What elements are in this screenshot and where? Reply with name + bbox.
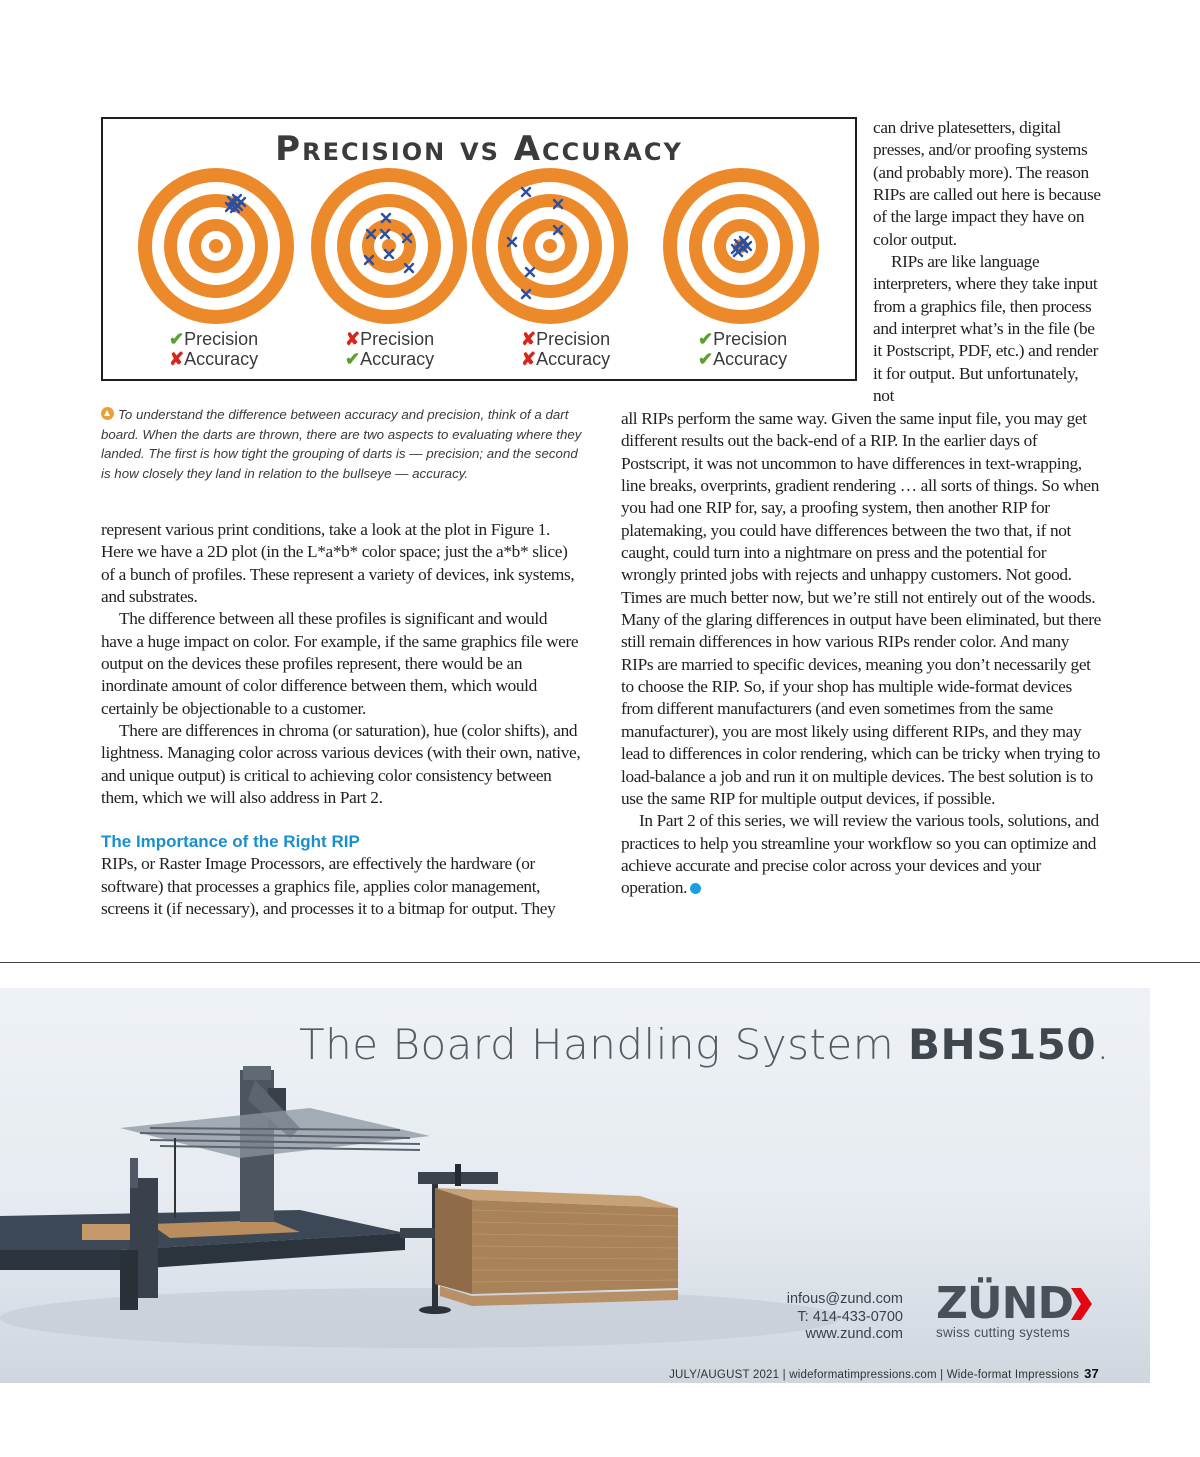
paragraph: RIPs, or Raster Image Processors, are effectively the hardware (or software) that processes a graphics file, applies color management, screens it (if necessary), and processes it to a bitmap for output. They bbox=[101, 854, 556, 919]
accuracy-label: Accuracy bbox=[360, 349, 435, 369]
product-name: BHS150 bbox=[908, 1020, 1097, 1069]
logo-wordmark: ZÜND bbox=[936, 1278, 1073, 1329]
ad-contact-block bbox=[740, 1291, 903, 1344]
footer-text: JULY/AUGUST 2021 | wideformatimpressions.com | Wide-format Impressions bbox=[669, 1369, 1080, 1381]
cross-icon: ✘ bbox=[169, 349, 185, 369]
page-footer bbox=[669, 1366, 1099, 1381]
left-column bbox=[101, 519, 581, 921]
contact-email[interactable]: infous@zund.com bbox=[786, 1291, 903, 1307]
paragraph: The difference between all these profiles is significant and would have a huge impact on color. For example, if the same graphics file were output on the devices these profiles represent, there would be an inordinate amount of color difference between them, which would certainly be objectionable to a customer. bbox=[101, 609, 579, 718]
caption-text: To understand the difference between accuracy and precision, think of a dart board. When the darts are thrown, there are two aspects to evaluating where they landed. The first is how tight the grouping of darts is — precision; and the second is how closely they land in relation to the bullseye — accuracy. bbox=[101, 407, 582, 481]
check-icon: ✔ bbox=[169, 329, 185, 349]
target-3 bbox=[472, 168, 628, 324]
figure-caption bbox=[101, 405, 591, 483]
legend-1 bbox=[169, 329, 299, 369]
right-column-top bbox=[873, 117, 1103, 407]
paragraph: all RIPs perform the same way. Given the same input file, you may get different results out the back-end of a RIP. In the earlier days of Postscript, it was not uncommon to have differences in text-wrapping, line breaks, overprints, gradient rendering … all sorts of things. So when you had one RIP for, say, a proofing system, then another RIP for platemaking, you could have differences between the two that, if not caught, could turn into a nightmare on press and the potential for wrongly printed jobs with rejects and unhappy customers. Not good. Times are much better now, but we’re still not entirely out of the woods. Many of the glaring differences in output have been eliminated, but there still remain differences in how various RIPs render color. And many RIPs are married to specific devices, meaning you don’t necessarily get to choose the RIP. So, if your shop has multiple wide-format devices from different manufacturers (and even sometimes from the same manufacturer), you are most likely using different RIPs, and they may lead to differences in color rendering, which can be tricky when trying to load-balance a job and run it on multiple devices. The best solution is to use the same RIP for multiple output devices, if possible. bbox=[621, 409, 1101, 808]
accuracy-label: Accuracy bbox=[184, 349, 259, 369]
check-icon: ✔ bbox=[698, 329, 714, 349]
paragraph: There are differences in chroma (or saturation), hue (color shifts), and lightness. Managing color across various devices (with their own, native, and unique output) is critical to achieving color consistency between them, which we will also address in Part 2. bbox=[101, 721, 581, 808]
accuracy-label: Accuracy bbox=[536, 349, 611, 369]
check-icon: ✔ bbox=[345, 349, 361, 369]
legend-2 bbox=[345, 329, 475, 369]
precision-label: Precision bbox=[713, 329, 788, 349]
contact-phone: T: 414-433-0700 bbox=[797, 1308, 903, 1325]
headline-text: The Board Handling System bbox=[299, 1020, 909, 1069]
target-4 bbox=[663, 168, 819, 324]
paragraph: RIPs are like language interpreters, where they take input from a graphics file, then process and interpret what’s in the file (be it Postscript, PDF, etc.) and render it for output. But unfortunately, not bbox=[873, 252, 1099, 406]
end-mark-icon bbox=[690, 883, 701, 894]
caption-triangle-icon bbox=[101, 407, 114, 420]
ad-divider bbox=[0, 962, 1200, 963]
precision-label: Precision bbox=[184, 329, 259, 349]
precision-accuracy-figure bbox=[101, 117, 857, 381]
target-2 bbox=[311, 168, 467, 324]
contact-website[interactable]: www.zund.com bbox=[805, 1326, 903, 1342]
paragraph-text: In Part 2 of this series, we will review the various tools, solutions, and practices to help you streamline your workflow so you can optimize and achieve accurate and precise color across your devices and your operation. bbox=[621, 811, 1099, 898]
figure-title: Precision vs Accuracy bbox=[275, 129, 683, 169]
zund-advertisement bbox=[0, 988, 1150, 1383]
cross-icon: ✘ bbox=[521, 349, 537, 369]
paragraph: can drive platesetters, digital presses, and/or proofing systems (and probably more). The reason RIPs are called out here is because of the large impact they have on color output. bbox=[873, 118, 1101, 249]
accuracy-label: Accuracy bbox=[713, 349, 788, 369]
precision-label: Precision bbox=[360, 329, 435, 349]
page-number: 37 bbox=[1084, 1366, 1099, 1381]
closing-paragraph bbox=[621, 810, 1101, 899]
cross-icon: ✘ bbox=[345, 329, 361, 349]
headline-end: . bbox=[1096, 1020, 1110, 1069]
logo-arrow-icon bbox=[1071, 1286, 1093, 1322]
cross-icon: ✘ bbox=[521, 329, 537, 349]
ad-headline bbox=[299, 1020, 1110, 1069]
target-1 bbox=[138, 168, 294, 324]
precision-label: Precision bbox=[536, 329, 611, 349]
paragraph: represent various print conditions, take a look at the plot in Figure 1. Here we have a 2D plot (in the L*a*b* color space; just the a*b* slice) of a bunch of profiles. These represent a variety of devices, ink systems, and substrates. bbox=[101, 520, 575, 607]
zund-logo bbox=[936, 1278, 1093, 1340]
section-heading: The Importance of the Right RIP bbox=[101, 832, 360, 852]
logo-tagline: swiss cutting systems bbox=[936, 1325, 1070, 1340]
legend-3 bbox=[521, 329, 651, 369]
legend-4 bbox=[698, 329, 828, 369]
check-icon: ✔ bbox=[698, 349, 714, 369]
right-column bbox=[621, 408, 1101, 900]
